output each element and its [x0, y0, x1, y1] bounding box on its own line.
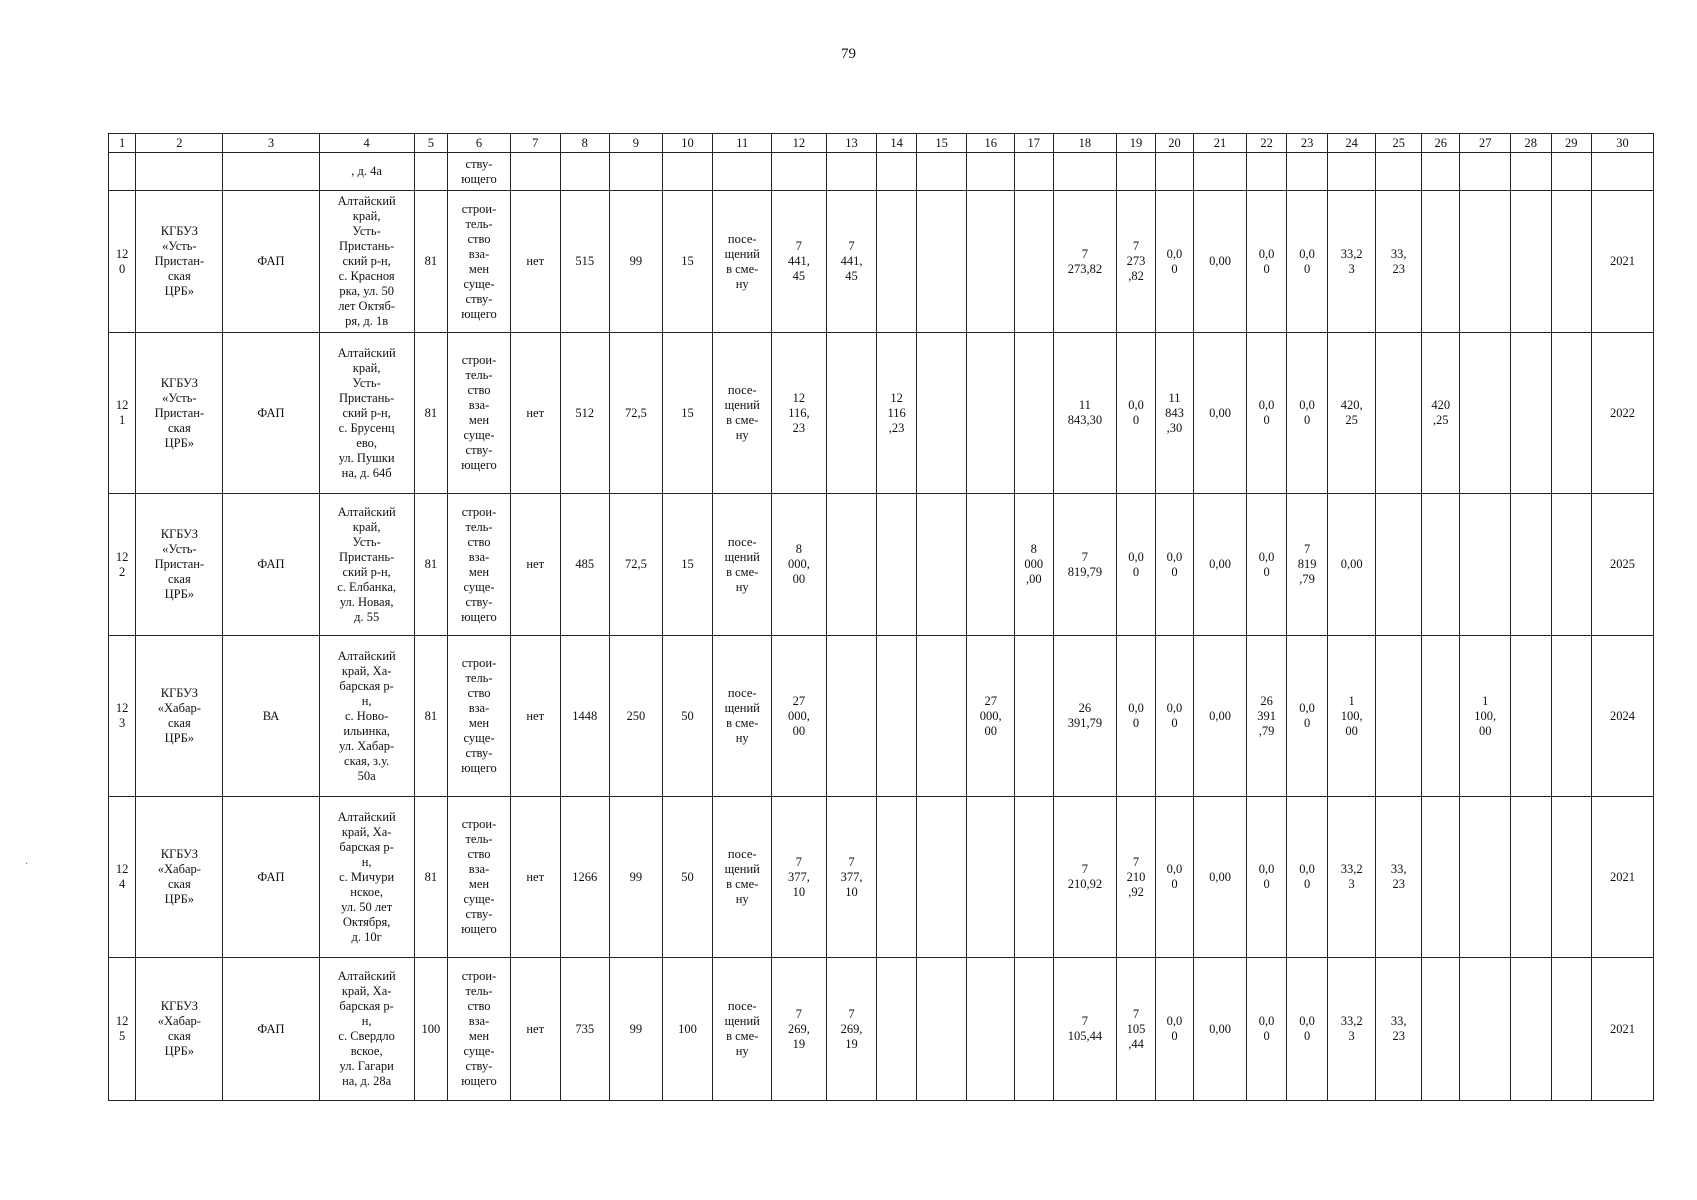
- table-cell: [1376, 153, 1422, 191]
- table-cell: 27 000, 00: [772, 636, 827, 797]
- table-cell: ФАП: [223, 333, 319, 494]
- table-cell: [826, 153, 877, 191]
- table-cell: 12 3: [109, 636, 136, 797]
- table-cell: 33, 23: [1376, 191, 1422, 333]
- table-cell: 485: [560, 494, 610, 636]
- table-cell: 26 391,79: [1053, 636, 1117, 797]
- table-cell: 33, 23: [1376, 958, 1422, 1101]
- table-cell: 0,0 0: [1287, 797, 1327, 958]
- table-cell: нет: [510, 494, 560, 636]
- table-cell: 10: [662, 134, 713, 153]
- table-cell: 12 116, 23: [772, 333, 827, 494]
- table-cell: 0,00: [1194, 333, 1247, 494]
- table-cell: 7 273 ,82: [1117, 191, 1155, 333]
- table-cell: строи- тель- ство вза- мен суще- ству- ющего: [448, 797, 511, 958]
- table-cell: Алтайский край, Ха- барская р- н, с. Мичури нское, ул. 50 лет Октября, д. 10г: [319, 797, 414, 958]
- table-cell: КГБУЗ «Усть- Пристан- ская ЦРБ»: [136, 494, 223, 636]
- table-cell: [967, 797, 1015, 958]
- table-cell: 81: [414, 191, 447, 333]
- table-cell: [1511, 191, 1551, 333]
- table-cell: 26: [1421, 134, 1459, 153]
- table-cell: [1421, 494, 1459, 636]
- table-cell: 12 0: [109, 191, 136, 333]
- table-cell: 72,5: [610, 494, 663, 636]
- table-cell: [877, 797, 916, 958]
- table-cell: 27 000, 00: [967, 636, 1015, 797]
- table-cell: [916, 333, 967, 494]
- table-row: [109, 333, 1654, 494]
- table-cell: 15: [662, 494, 713, 636]
- table-cell: 15: [662, 191, 713, 333]
- table-cell: 12 5: [109, 958, 136, 1101]
- table-cell: 1266: [560, 797, 610, 958]
- table-cell: 0,0 0: [1246, 333, 1286, 494]
- table-cell: 0,0 0: [1155, 958, 1193, 1101]
- table-cell: 7 269, 19: [826, 958, 877, 1101]
- table-cell: нет: [510, 636, 560, 797]
- table-cell: 99: [610, 958, 663, 1101]
- table-cell: [1117, 153, 1155, 191]
- table-cell: 0,0 0: [1246, 797, 1286, 958]
- table-cell: 81: [414, 333, 447, 494]
- table-cell: 24: [1327, 134, 1376, 153]
- table-cell: 81: [414, 636, 447, 797]
- table-cell: 20: [1155, 134, 1193, 153]
- table-cell: 18: [1053, 134, 1117, 153]
- table-cell: 11 843,30: [1053, 333, 1117, 494]
- table-cell: 15: [916, 134, 967, 153]
- table-cell: [1460, 494, 1511, 636]
- table-cell: [1421, 636, 1459, 797]
- table-cell: [1551, 797, 1591, 958]
- table-cell: 0,0 0: [1287, 636, 1327, 797]
- table-cell: 22: [1246, 134, 1286, 153]
- table-cell: [1460, 333, 1511, 494]
- table-cell: 23: [1287, 134, 1327, 153]
- table-cell: [1551, 636, 1591, 797]
- table-cell: 13: [826, 134, 877, 153]
- table-cell: [109, 153, 136, 191]
- table-cell: посе- щений в сме- ну: [713, 333, 772, 494]
- table-cell: 2: [136, 134, 223, 153]
- table-cell: Алтайский край, Ха- барская р- н, с. Ново- ильинка, ул. Хабар- ская, з.у. 50а: [319, 636, 414, 797]
- table-cell: 21: [1194, 134, 1247, 153]
- table-cell: [1376, 636, 1422, 797]
- table-cell: 8 000 ,00: [1015, 494, 1053, 636]
- table-cell: [1551, 153, 1591, 191]
- table-cell: [1511, 153, 1551, 191]
- table-cell: , д. 4а: [319, 153, 414, 191]
- table-cell: 735: [560, 958, 610, 1101]
- table-cell: 0,0 0: [1117, 333, 1155, 494]
- table-cell: [1015, 797, 1053, 958]
- table-cell: Алтайский край, Усть- Пристань- ский р-н, с. Красноя рка, ул. 50 лет Октяб- ря, д. 1в: [319, 191, 414, 333]
- table-cell: [826, 333, 877, 494]
- table-cell: 50: [662, 797, 713, 958]
- margin-mark: ·: [25, 859, 29, 870]
- table-cell: 7 377, 10: [772, 797, 827, 958]
- table-cell: [223, 153, 319, 191]
- table-cell: [1551, 494, 1591, 636]
- table-cell: [967, 333, 1015, 494]
- table-cell: строи- тель- ство вза- мен суще- ству- ющего: [448, 191, 511, 333]
- table-cell: 17: [1015, 134, 1053, 153]
- table-cell: 1 100, 00: [1460, 636, 1511, 797]
- table-cell: 0,0 0: [1287, 958, 1327, 1101]
- table-cell: [967, 958, 1015, 1101]
- table-cell: 0,0 0: [1155, 797, 1193, 958]
- table-cell: [136, 153, 223, 191]
- table-cell: КГБУЗ «Хабар- ская ЦРБ»: [136, 797, 223, 958]
- table-cell: [1460, 191, 1511, 333]
- table-cell: ству- ющего: [448, 153, 511, 191]
- table-row: [109, 958, 1654, 1101]
- table-cell: 33, 23: [1376, 797, 1422, 958]
- table-cell: нет: [510, 191, 560, 333]
- table-cell: [1511, 333, 1551, 494]
- table-cell: 28: [1511, 134, 1551, 153]
- table-cell: 81: [414, 494, 447, 636]
- table-cell: строи- тель- ство вза- мен суще- ству- ющего: [448, 333, 511, 494]
- table-cell: 0,00: [1194, 797, 1247, 958]
- table-cell: 0,0 0: [1155, 636, 1193, 797]
- table-cell: ФАП: [223, 494, 319, 636]
- table-cell: 1: [109, 134, 136, 153]
- table-cell: 7 819,79: [1053, 494, 1117, 636]
- table-cell: посе- щений в сме- ну: [713, 797, 772, 958]
- table-cell: [1015, 191, 1053, 333]
- table-cell: посе- щений в сме- ну: [713, 494, 772, 636]
- table-cell: 19: [1117, 134, 1155, 153]
- table-cell: 0,0 0: [1155, 494, 1193, 636]
- table-cell: 250: [610, 636, 663, 797]
- table-cell: ФАП: [223, 958, 319, 1101]
- table-cell: 0,0 0: [1117, 494, 1155, 636]
- table-cell: 30: [1592, 134, 1654, 153]
- table-cell: 0,0 0: [1287, 191, 1327, 333]
- table-cell: 7 105 ,44: [1117, 958, 1155, 1101]
- table-cell: 33,2 3: [1327, 191, 1376, 333]
- table-cell: Алтайский край, Ха- барская р- н, с. Свердло вское, ул. Гагари на, д. 28а: [319, 958, 414, 1101]
- table-cell: [877, 494, 916, 636]
- table-cell: 512: [560, 333, 610, 494]
- table-cell: 7 210,92: [1053, 797, 1117, 958]
- page-number: 79: [841, 46, 856, 62]
- table-cell: [1246, 153, 1286, 191]
- table-cell: [826, 494, 877, 636]
- table-cell: [1460, 958, 1511, 1101]
- table-cell: [1421, 191, 1459, 333]
- registry-table: [108, 133, 1654, 1101]
- table-cell: 2024: [1592, 636, 1654, 797]
- table-cell: [1015, 153, 1053, 191]
- table-cell: 2022: [1592, 333, 1654, 494]
- table-cell: ФАП: [223, 191, 319, 333]
- table-cell: 2021: [1592, 958, 1654, 1101]
- table-cell: нет: [510, 797, 560, 958]
- table-cell: 99: [610, 797, 663, 958]
- table-cell: [1460, 797, 1511, 958]
- continuation-row: [109, 153, 1654, 191]
- table-cell: 15: [662, 333, 713, 494]
- table-row: [109, 494, 1654, 636]
- table-cell: 0,0 0: [1246, 958, 1286, 1101]
- table-cell: 12 116 ,23: [877, 333, 916, 494]
- table-cell: 7 273,82: [1053, 191, 1117, 333]
- column-number-row: [109, 134, 1654, 153]
- table-cell: 14: [877, 134, 916, 153]
- table-row: [109, 797, 1654, 958]
- table-cell: КГБУЗ «Усть- Пристан- ская ЦРБ»: [136, 191, 223, 333]
- table-cell: 0,00: [1327, 494, 1376, 636]
- table-cell: посе- щений в сме- ну: [713, 636, 772, 797]
- table-cell: 6: [448, 134, 511, 153]
- table-cell: [1015, 636, 1053, 797]
- table-cell: Алтайский край, Усть- Пристань- ский р-н, с. Брусенц ево, ул. Пушки на, д. 64б: [319, 333, 414, 494]
- table-cell: [1511, 636, 1551, 797]
- table-cell: [662, 153, 713, 191]
- table-cell: [1155, 153, 1193, 191]
- table-cell: 11 843 ,30: [1155, 333, 1193, 494]
- table-cell: [1421, 153, 1459, 191]
- table-cell: КГБУЗ «Усть- Пристан- ская ЦРБ»: [136, 333, 223, 494]
- table-cell: 0,0 0: [1246, 494, 1286, 636]
- table-cell: 0,00: [1194, 191, 1247, 333]
- table-cell: нет: [510, 958, 560, 1101]
- table-cell: 2021: [1592, 191, 1654, 333]
- table-cell: [1053, 153, 1117, 191]
- table-cell: [877, 958, 916, 1101]
- table-cell: [1551, 333, 1591, 494]
- table-cell: 2025: [1592, 494, 1654, 636]
- table-cell: [1194, 153, 1247, 191]
- table-cell: 7 377, 10: [826, 797, 877, 958]
- table-row: [109, 191, 1654, 333]
- table-cell: [916, 191, 967, 333]
- table-cell: 0,0 0: [1246, 191, 1286, 333]
- table-cell: [1015, 958, 1053, 1101]
- table-cell: [414, 153, 447, 191]
- table-cell: 25: [1376, 134, 1422, 153]
- table-cell: 1448: [560, 636, 610, 797]
- table-cell: 33,2 3: [1327, 797, 1376, 958]
- table-cell: [1376, 333, 1422, 494]
- table-cell: 420, 25: [1327, 333, 1376, 494]
- table-cell: 99: [610, 191, 663, 333]
- table-cell: [967, 494, 1015, 636]
- table-cell: [1327, 153, 1376, 191]
- table-cell: 100: [662, 958, 713, 1101]
- table-cell: 7 269, 19: [772, 958, 827, 1101]
- table-cell: [1511, 797, 1551, 958]
- table-cell: [916, 636, 967, 797]
- table-cell: [610, 153, 663, 191]
- table-cell: 33,2 3: [1327, 958, 1376, 1101]
- table-cell: [1511, 494, 1551, 636]
- table-cell: [1287, 153, 1327, 191]
- table-cell: [1551, 958, 1591, 1101]
- table-cell: 27: [1460, 134, 1511, 153]
- table-cell: 4: [319, 134, 414, 153]
- table-cell: [510, 153, 560, 191]
- table-cell: ФАП: [223, 797, 319, 958]
- table-cell: 9: [610, 134, 663, 153]
- table-cell: [713, 153, 772, 191]
- table-cell: [967, 153, 1015, 191]
- table-cell: 12 2: [109, 494, 136, 636]
- table-cell: [1592, 153, 1654, 191]
- table-cell: [560, 153, 610, 191]
- table-cell: [1376, 494, 1422, 636]
- table-cell: [826, 636, 877, 797]
- table-cell: [877, 191, 916, 333]
- table-cell: 26 391 ,79: [1246, 636, 1286, 797]
- table-cell: [877, 636, 916, 797]
- table-cell: 8 000, 00: [772, 494, 827, 636]
- table-cell: строи- тель- ство вза- мен суще- ству- ющего: [448, 958, 511, 1101]
- table-cell: Алтайский край, Усть- Пристань- ский р-н, с. Елбанка, ул. Новая, д. 55: [319, 494, 414, 636]
- table-cell: 100: [414, 958, 447, 1101]
- table-cell: 12: [772, 134, 827, 153]
- table-cell: 7 441, 45: [826, 191, 877, 333]
- table-cell: [1460, 153, 1511, 191]
- table-cell: [1551, 191, 1591, 333]
- table-cell: 7: [510, 134, 560, 153]
- table-cell: 7 105,44: [1053, 958, 1117, 1101]
- table-cell: [1015, 333, 1053, 494]
- table-cell: [916, 958, 967, 1101]
- table-cell: 1 100, 00: [1327, 636, 1376, 797]
- table-cell: нет: [510, 333, 560, 494]
- table-cell: 0,00: [1194, 958, 1247, 1101]
- table-cell: 16: [967, 134, 1015, 153]
- table-cell: 0,00: [1194, 494, 1247, 636]
- table-cell: [1511, 958, 1551, 1101]
- table-row: [109, 636, 1654, 797]
- table-cell: 515: [560, 191, 610, 333]
- table-cell: 5: [414, 134, 447, 153]
- table-cell: 72,5: [610, 333, 663, 494]
- table-cell: 0,0 0: [1287, 333, 1327, 494]
- table-cell: 50: [662, 636, 713, 797]
- table-cell: посе- щений в сме- ну: [713, 191, 772, 333]
- table-cell: 12 1: [109, 333, 136, 494]
- table-cell: 7 819 ,79: [1287, 494, 1327, 636]
- table-cell: 420 ,25: [1421, 333, 1459, 494]
- table-cell: [916, 153, 967, 191]
- table-cell: [1421, 797, 1459, 958]
- table-cell: 7 441, 45: [772, 191, 827, 333]
- table-cell: [916, 494, 967, 636]
- table-cell: 29: [1551, 134, 1591, 153]
- table-cell: 0,0 0: [1117, 636, 1155, 797]
- table-cell: 0,00: [1194, 636, 1247, 797]
- table-cell: [967, 191, 1015, 333]
- table-cell: КГБУЗ «Хабар- ская ЦРБ»: [136, 636, 223, 797]
- table-cell: 3: [223, 134, 319, 153]
- table-cell: [772, 153, 827, 191]
- table-cell: строи- тель- ство вза- мен суще- ству- ющего: [448, 494, 511, 636]
- table-cell: [1421, 958, 1459, 1101]
- table-cell: 2021: [1592, 797, 1654, 958]
- table-cell: 12 4: [109, 797, 136, 958]
- table-cell: 0,0 0: [1155, 191, 1193, 333]
- table-cell: посе- щений в сме- ну: [713, 958, 772, 1101]
- table-cell: [877, 153, 916, 191]
- table-cell: КГБУЗ «Хабар- ская ЦРБ»: [136, 958, 223, 1101]
- table-cell: 81: [414, 797, 447, 958]
- table-cell: 7 210 ,92: [1117, 797, 1155, 958]
- table-cell: ВА: [223, 636, 319, 797]
- table-cell: строи- тель- ство вза- мен суще- ству- ющего: [448, 636, 511, 797]
- table-cell: 8: [560, 134, 610, 153]
- table-cell: 11: [713, 134, 772, 153]
- table-cell: [916, 797, 967, 958]
